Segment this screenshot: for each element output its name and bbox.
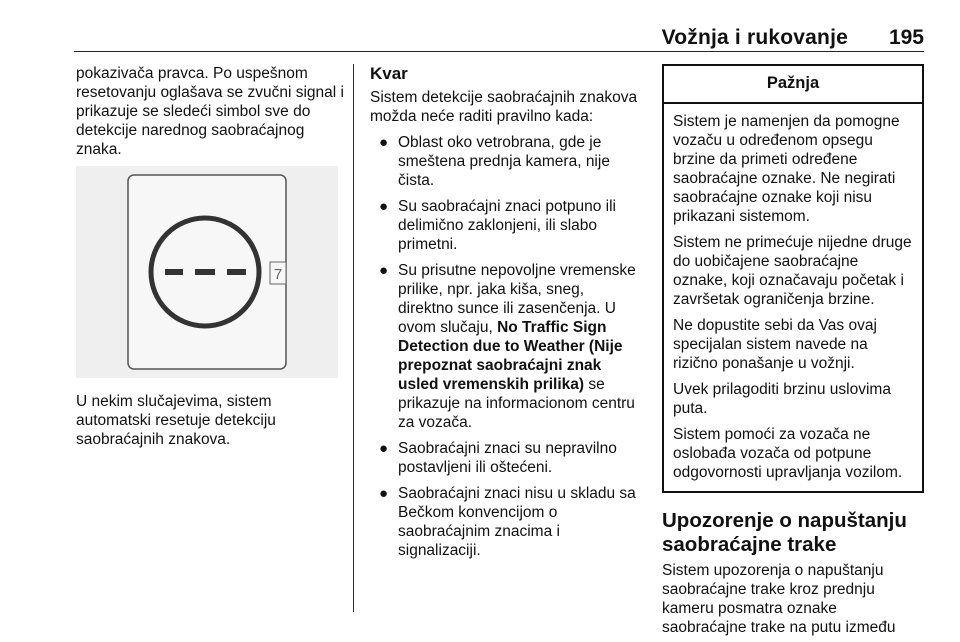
lane-departure-text: Sistem upozorenja o napuštanju saobraćajne trake kroz prednju kameru posmatra oznake saobraćajne trake na putu između: [662, 562, 896, 636]
column-left: [76, 64, 344, 456]
header-rule: [74, 51, 924, 52]
column-divider: [353, 64, 354, 612]
header-title: Vožnja i rukovanje: [661, 26, 848, 49]
warning-body: [664, 104, 922, 491]
warning-box: [662, 64, 924, 493]
list-item: [370, 133, 640, 190]
paragraph-auto-reset: U nekim slučajevima, sistem automatski resetuje detekciju saobraćajnih znakova.: [76, 393, 276, 448]
bullet-icon: ●: [379, 262, 389, 279]
bullet-icon: ●: [379, 485, 389, 502]
warning-paragraph: Ne dopustite sebi da Vas ovaj specijalan sistem navede na rizično ponašanje u vožnji.: [673, 317, 877, 372]
bullet-icon: ●: [379, 440, 389, 457]
column-right: [662, 64, 924, 637]
figure-end-restriction-sign: [76, 166, 338, 378]
warning-paragraph: Uvek prilagoditi brzinu uslovima puta.: [673, 381, 891, 417]
list-item-text: Saobraćajni znaci nisu u skladu sa Bečkom konvencijom o saobraćajnim znacima i signalizaciji.: [398, 485, 636, 559]
list-item-text: Su saobraćajni znaci potpuno ili delimično zaklonjeni, ili slabo primetni.: [398, 198, 616, 253]
display-illustration: [76, 166, 338, 378]
malfunction-intro: Sistem detekcije saobraćajnih znakova možda neće raditi pravilno kada:: [370, 89, 638, 125]
list-item: [370, 439, 640, 477]
bullet-icon: ●: [379, 198, 389, 215]
page-number: 195: [888, 26, 924, 49]
list-item-text: Su prisutne nepovoljne vremenske prilike, npr. jaka kiša, sneg, direktno sunce ili zasenčenja. U ovom slučaju,: [398, 262, 636, 336]
list-item: [370, 261, 640, 432]
section-heading-kvar: Kvar: [370, 64, 408, 83]
warning-title: Pažnja: [664, 66, 922, 104]
malfunction-list: [370, 133, 640, 560]
column-middle: [370, 64, 640, 567]
list-item-text: Oblast oko vetrobrana, gde je smeštena prednja kamera, nije čista.: [398, 134, 610, 189]
paragraph-reset-info: pokazivača pravca. Po uspešnom resetovanju oglašava se zvučni signal i prikazuje se sledeći simbol sve do detekcije narednog saobraćajnog znaka.: [76, 65, 344, 158]
list-item: [370, 484, 640, 560]
warning-paragraph: Sistem pomoći za vozača ne oslobađa vozača od potpune odgovornosti upravljanja vozilom.: [673, 426, 903, 481]
section-title-lane-departure: Upozorenje o napuštanju saobraćajne trake: [662, 509, 907, 556]
display-message-text: No Traffic Sign Detection due to Weather (Nije prepoznat saobraćajni znak usled vremenskih prilika): [398, 319, 623, 393]
list-item: [370, 197, 640, 254]
list-item-text: se prikazuje na informacionom centru za vozača.: [398, 376, 635, 431]
small-sign-number: 7: [273, 266, 283, 283]
bullet-icon: ●: [379, 134, 389, 151]
list-item-text: Saobraćajni znaci su nepravilno postavljeni ili oštećeni.: [398, 440, 617, 476]
warning-paragraph: Sistem je namenjen da pomogne vozaču u određenom opsegu brzine da primeti određene saobraćajne oznake. Ne negirati saobraćajne oznake koji nisu prikazani sistemom.: [673, 113, 900, 225]
warning-paragraph: Sistem ne primećuje nijedne druge do uobičajene saobraćajne oznake, koji označavaju početak i završetak ograničenja brzine.: [673, 234, 912, 308]
